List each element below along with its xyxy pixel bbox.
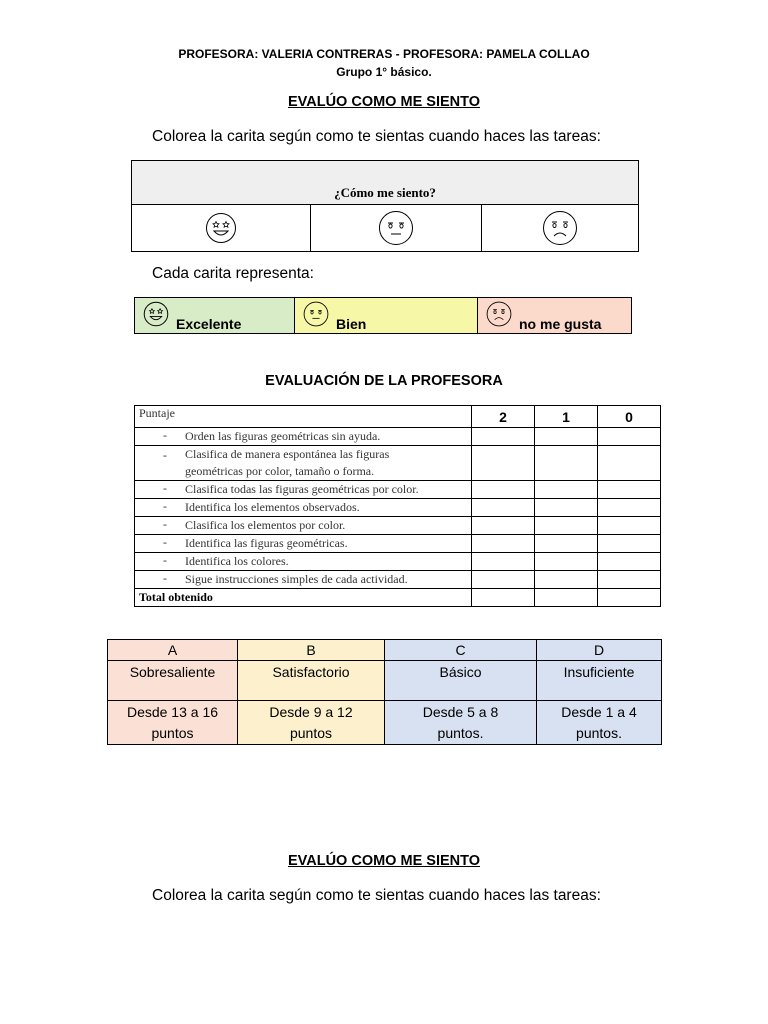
star-eyes-smile-face-icon <box>143 301 169 327</box>
grade-letter-b: B <box>238 640 385 661</box>
legend-item-excellent <box>135 298 294 333</box>
sad-face-icon <box>486 301 512 327</box>
grade-letter-c: C <box>385 640 537 661</box>
item-dash: - <box>163 571 167 585</box>
face-legend <box>134 297 632 334</box>
rubric-item: Identifica los colores. <box>185 554 289 568</box>
score-cell[interactable] <box>472 481 535 499</box>
grade-level-c: Básico <box>385 661 537 701</box>
total-label: Total obtenido <box>135 589 472 607</box>
score-cell[interactable] <box>472 499 535 517</box>
legend-item-dislike <box>477 298 631 333</box>
item-dash: - <box>163 499 167 513</box>
grade-letter-a: A <box>108 640 238 661</box>
feelings-table-header: ¿Cómo me siento? <box>132 161 639 205</box>
rubric-item: Clasifica de manera espontánea las figuras geométricas por color, tamaño o forma. <box>185 447 390 478</box>
score-cell[interactable] <box>472 553 535 571</box>
grades-table <box>107 639 662 745</box>
legend-label-good: Bien <box>336 316 367 332</box>
rubric-item: Identifica las figuras geométricas. <box>185 536 348 550</box>
grade-level-b: Satisfactorio <box>238 661 385 701</box>
rubric-row <box>135 428 661 446</box>
grade-range-c: Desde 5 a 8 puntos. <box>385 701 537 745</box>
instruction-text: Colorea la carita según como te sientas cuando haces las tareas: <box>152 128 601 145</box>
rubric-row <box>135 553 661 571</box>
score-header-0: 0 <box>598 406 661 428</box>
instruction-text-repeat: Colorea la carita según como te sientas cuando haces las tareas: <box>152 887 601 904</box>
feelings-table <box>131 160 639 252</box>
score-cell[interactable] <box>535 428 598 446</box>
grade-range-a: Desde 13 a 16 puntos <box>108 701 238 745</box>
score-cell[interactable] <box>535 517 598 535</box>
rubric-item: Clasifica los elementos por color. <box>185 518 346 532</box>
total-cell[interactable] <box>472 589 535 607</box>
score-cell[interactable] <box>535 481 598 499</box>
score-cell[interactable] <box>598 517 661 535</box>
total-row <box>135 589 661 607</box>
section-title: EVALÚO COMO ME SIENTO <box>287 94 480 110</box>
grade-level-d: Insuficiente <box>537 661 662 701</box>
item-dash: - <box>163 535 167 549</box>
section-title-repeat: EVALÚO COMO ME SIENTO <box>287 853 480 869</box>
group-label: Grupo 1° básico. <box>336 65 432 79</box>
score-cell[interactable] <box>472 446 535 481</box>
rubric-item: Orden las figuras geométricas sin ayuda. <box>185 429 381 443</box>
teachers-header: PROFESORA: VALERIA CONTRERAS - PROFESORA: PAMELA COLLAO <box>178 47 590 61</box>
rubric-item: Clasifica todas las figuras geométricas por color. <box>185 482 419 496</box>
score-header-2: 2 <box>472 406 535 428</box>
score-label: Puntaje <box>135 406 472 428</box>
rubric-item: Identifica los elementos observados. <box>185 500 360 514</box>
teacher-eval-title: EVALUACIÓN DE LA PROFESORA <box>265 373 503 389</box>
legend-intro: Cada carita representa: <box>152 265 314 282</box>
score-cell[interactable] <box>535 553 598 571</box>
score-cell[interactable] <box>598 481 661 499</box>
rubric-row <box>135 446 661 481</box>
neutral-face-icon <box>303 301 329 327</box>
neutral-face-icon <box>378 210 414 246</box>
rubric-row <box>135 535 661 553</box>
score-cell[interactable] <box>535 446 598 481</box>
score-cell[interactable] <box>472 535 535 553</box>
score-header-1: 1 <box>535 406 598 428</box>
rubric-row <box>135 517 661 535</box>
score-cell[interactable] <box>598 535 661 553</box>
score-cell[interactable] <box>598 553 661 571</box>
score-cell[interactable] <box>535 499 598 517</box>
legend-label-dislike: no me gusta <box>519 316 602 332</box>
score-cell[interactable] <box>535 535 598 553</box>
face-cell-good[interactable] <box>311 205 482 252</box>
grade-level-a: Sobresaliente <box>108 661 238 701</box>
rubric-row <box>135 571 661 589</box>
sad-face-icon <box>542 210 578 246</box>
item-dash: - <box>163 448 167 462</box>
legend-label-excellent: Excelente <box>176 316 242 332</box>
rubric-row <box>135 499 661 517</box>
grade-letter-d: D <box>537 640 662 661</box>
score-cell[interactable] <box>598 428 661 446</box>
score-cell[interactable] <box>598 446 661 481</box>
item-dash: - <box>163 517 167 531</box>
legend-item-good <box>294 298 477 333</box>
rubric-row <box>135 481 661 499</box>
face-cell-excellent[interactable] <box>132 205 311 252</box>
score-cell[interactable] <box>598 499 661 517</box>
score-cell[interactable] <box>472 517 535 535</box>
rubric-item: Sigue instrucciones simples de cada actividad. <box>185 572 408 586</box>
rubric-table <box>134 405 661 607</box>
face-cell-dislike[interactable] <box>482 205 639 252</box>
total-cell[interactable] <box>598 589 661 607</box>
item-dash: - <box>163 428 167 442</box>
total-cell[interactable] <box>535 589 598 607</box>
score-cell[interactable] <box>472 428 535 446</box>
item-dash: - <box>163 553 167 567</box>
score-cell[interactable] <box>598 571 661 589</box>
grade-range-b: Desde 9 a 12 puntos <box>238 701 385 745</box>
item-dash: - <box>163 481 167 495</box>
star-eyes-smile-face-icon <box>205 212 237 244</box>
score-cell[interactable] <box>535 571 598 589</box>
score-cell[interactable] <box>472 571 535 589</box>
grade-range-d: Desde 1 a 4 puntos. <box>537 701 662 745</box>
